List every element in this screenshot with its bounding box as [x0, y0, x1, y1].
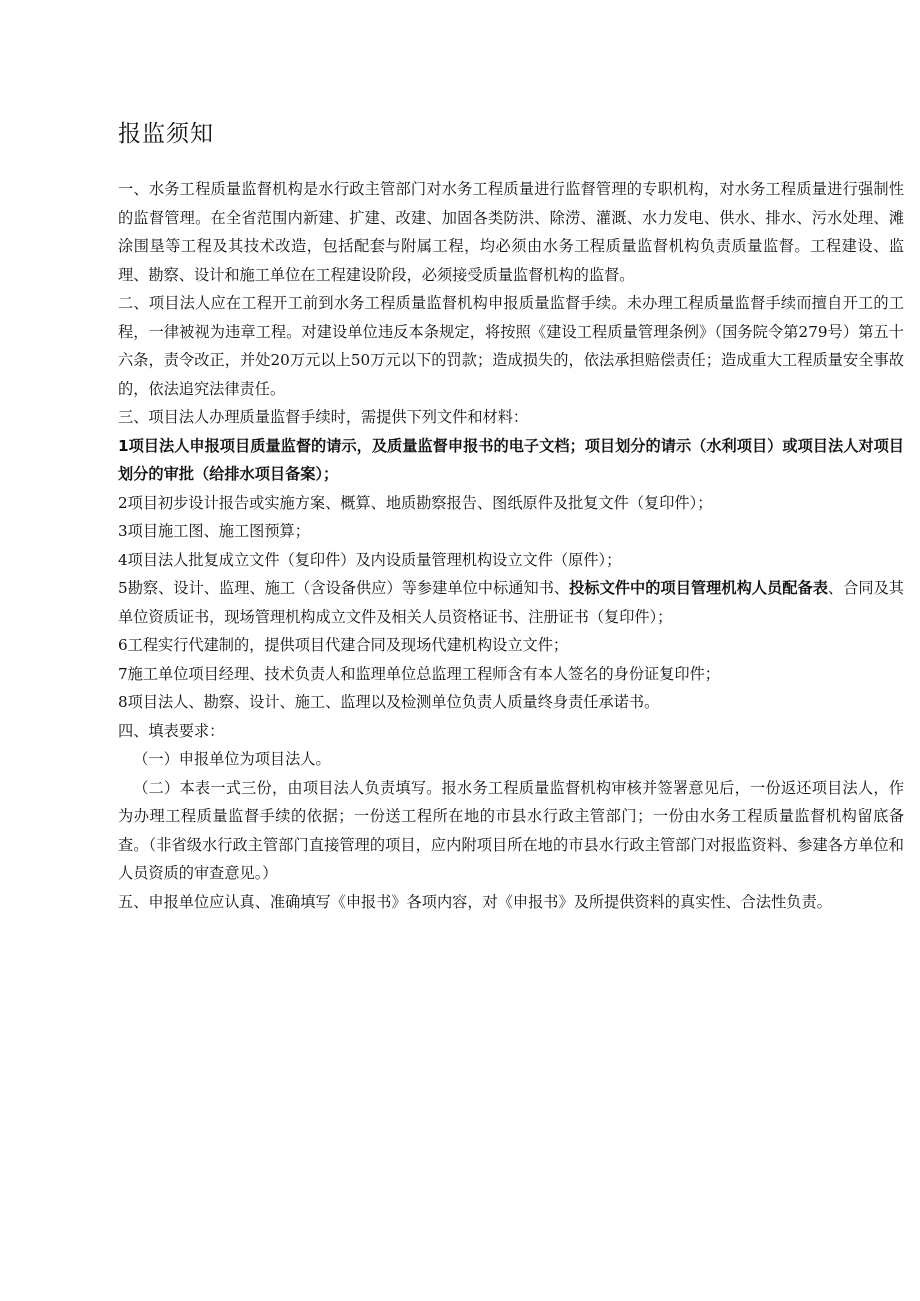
material-item-8: 8项目法人、勘察、设计、施工、监理以及检测单位负责人质量终身责任承诺书。: [118, 693, 660, 711]
section-4-heading: 四、填表要求：: [118, 721, 225, 740]
section-4-sub-2: （二）本表一式三份，由项目法人负责填写。报水务工程质量监督机构审核并签署意见后，一份返还项目法人，作为办理工程质量监督手续的依据；一份送工程所在地的市县水行政主管部门；一份由水务工程质量监督机构留底备查。（非省级水行政主管部门直接管理的项目，应内附项目所在地的市县水行政主管部门对报监资料、参建各方单位和人员资质的审查意见。）: [118, 778, 904, 882]
document-page: [118, 115, 904, 916]
material-item-5-part-b: 投标文件中的项目管理机构人员配备表: [569, 579, 828, 597]
section-1-paragraph: 一、水务工程质量监督机构是水行政主管部门对水务工程质量进行监督管理的专职机构，对水务工程质量进行强制性的监督管理。在全省范围内新建、扩建、改建、加固各类防洪、除涝、灌溉、水力发电、供水、排水、污水处理、滩涂围垦等工程及其技术改造，包括配套与附属工程，均必须由水务工程质量监督机构负责质量监督。工程建设、监理、勘察、设计和施工单位在工程建设阶段，必须接受质量监督机构的监督。: [118, 180, 904, 284]
material-item-3: 3项目施工图、施工图预算；: [118, 522, 310, 540]
material-item-7: 7施工单位项目经理、技术负责人和监理单位总监理工程师含有本人签名的身份证复印件；: [118, 664, 720, 683]
material-item-5-part-a: 5勘察、设计、监理、施工（含设备供应）等参建单位中标通知书、: [118, 579, 570, 597]
section-2-paragraph: 二、项目法人应在工程开工前到水务工程质量监督机构申报质量监督手续。未办理工程质量监督手续而擅自开工的工程，一律被视为违章工程。对建设单位违反本条规定，将按照《建设工程质量管理条例》（国务院令第279号）第五十六条，责令改正，并处20万元以上50万元以下的罚款；造成损失的，依法承担赔偿责任；造成重大工程质量安全事故的，依法追究法律责任。: [118, 294, 904, 398]
material-item-2: 2项目初步设计报告或实施方案、概算、地质勘察报告、图纸原件及批复文件（复印件）；: [118, 493, 713, 512]
document-body: [118, 175, 904, 916]
material-item-6: 6工程实行代建制的，提供项目代建合同及现场代建机构设立文件；: [118, 636, 569, 654]
material-item-5-part-c: 、合同及其单位资质证书，现场管理机构成立文件及相关人员资格证书、注册证书（复印件）；: [118, 579, 904, 626]
material-item-4: 4项目法人批复成立文件（复印件）及内设质量管理机构设立文件（原件）；: [118, 550, 622, 569]
material-item-1: 1项目法人申报项目质量监督的请示，及质量监督申报书的电子文档；项目划分的请示（水利项目）或项目法人对项目划分的审批（给排水项目备案）；: [118, 436, 904, 483]
document-title: 报监须知: [118, 121, 214, 147]
section-3-heading: 三、项目法人办理质量监督手续时，需提供下列文件和材料：: [118, 408, 529, 426]
section-4-sub-1: （一）申报单位为项目法人。: [133, 750, 331, 768]
material-item-5: [118, 574, 904, 631]
section-5-paragraph: 五、申报单位应认真、准确填写《申报书》各项内容，对《申报书》及所提供资料的真实性、合法性负责。: [118, 892, 832, 911]
